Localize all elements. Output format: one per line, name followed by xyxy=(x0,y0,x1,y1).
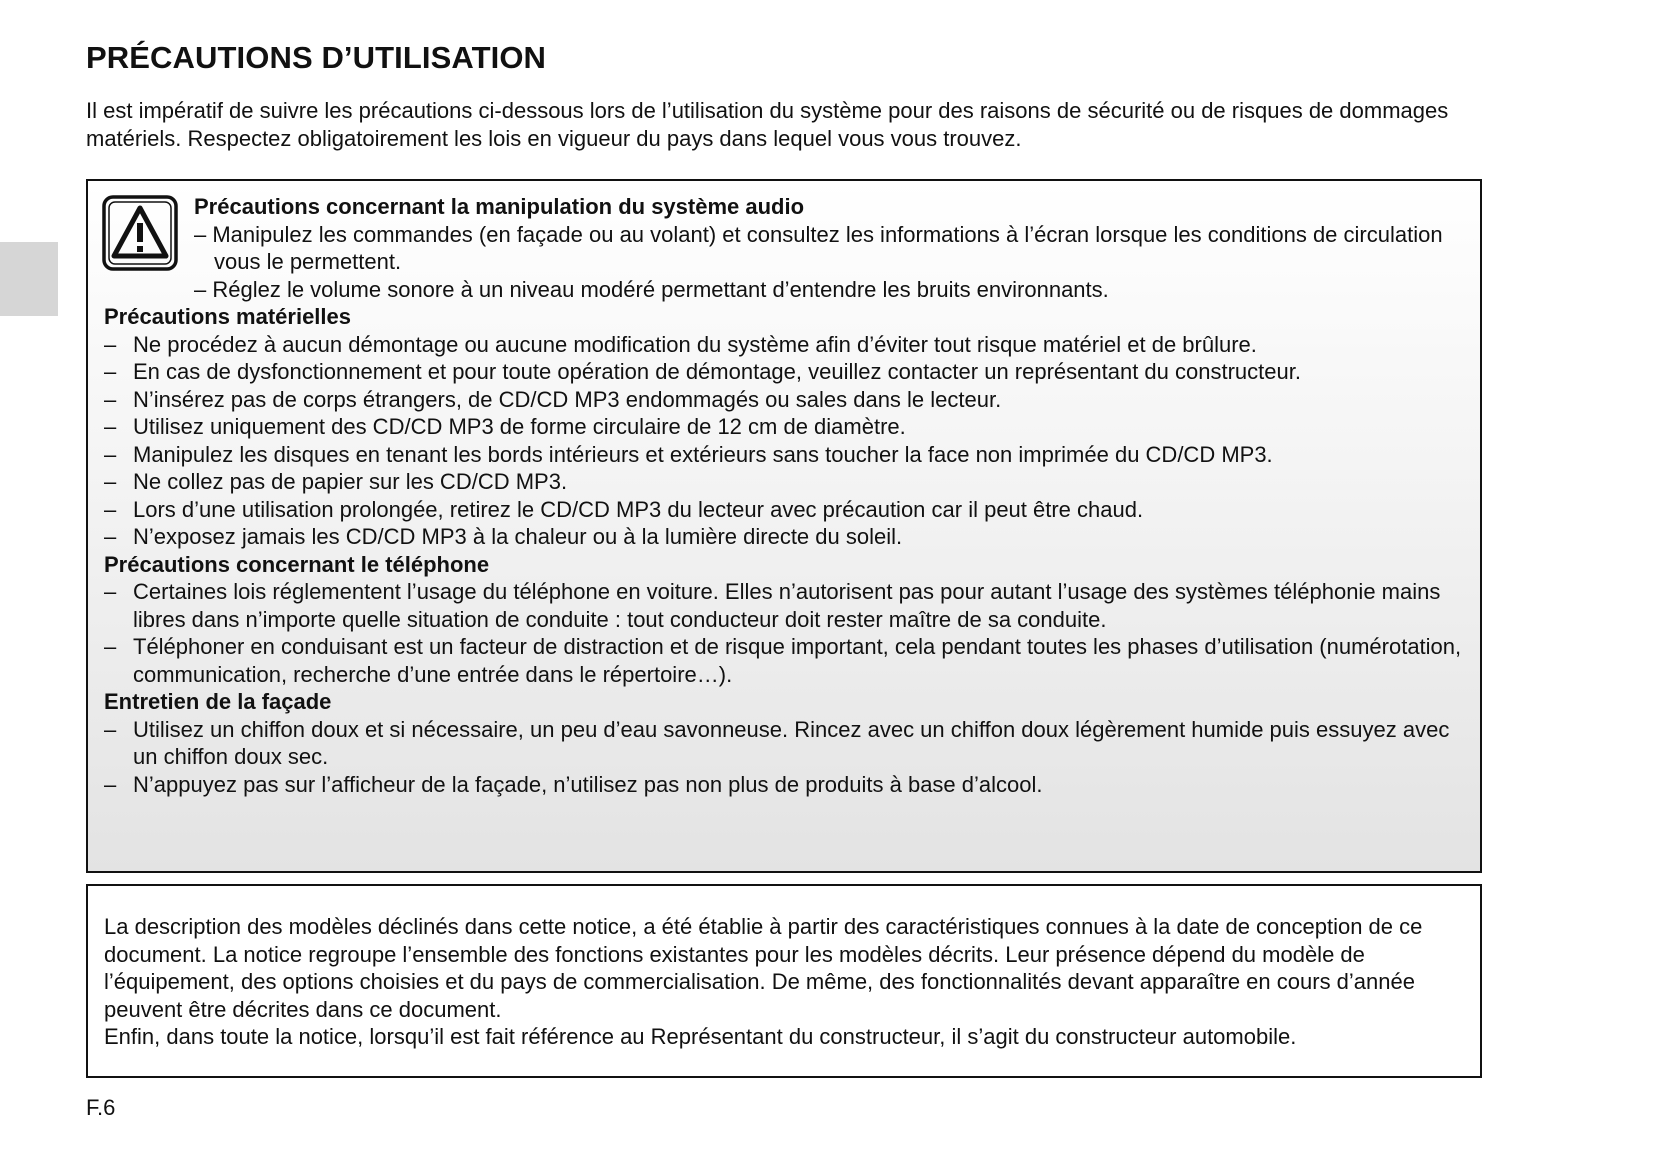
list-item-text: N’exposez jamais les CD/CD MP3 à la chaleur ou à la lumière directe du soleil. xyxy=(133,524,903,549)
list-item xyxy=(104,468,1464,496)
dash-marker: – xyxy=(104,441,117,467)
list-item xyxy=(104,578,1464,633)
materiel-section-title: Précautions matérielles xyxy=(104,304,352,329)
list-item xyxy=(104,441,1464,469)
list-item-text: Ne collez pas de papier sur les CD/CD MP3. xyxy=(133,469,568,494)
side-thumb-tab xyxy=(0,242,58,316)
notice-text xyxy=(104,913,1464,1051)
dash-marker: – xyxy=(104,716,117,742)
list-item xyxy=(104,358,1464,386)
list-item xyxy=(104,331,1464,359)
intro-paragraph: Il est impératif de suivre les précautions ci-dessous lors de l’utilisation du système pour des raisons de sécurité ou de risques de dommages matériels. Respectez obligatoirement les lois en vigueur du pays dans lequel vous vous trouvez. xyxy=(86,98,1449,151)
dash-marker: – xyxy=(104,579,117,604)
list-item-text: N’appuyez pas sur l’afficheur de la façade, n’utilisez pas non plus de produits à base d’alcool. xyxy=(133,771,1043,797)
notice-paragraph: Enfin, dans toute la notice, lorsqu’il est fait référence au Représentant du constructeur, il s’agit du constructeur automobile. xyxy=(104,1024,1297,1049)
list-item-text: Ne procédez à aucun démontage ou aucune modification du système afin d’éviter tout risque matériel et de brûlure. xyxy=(133,331,1257,357)
page-title: PRÉCAUTIONS D’UTILISATION xyxy=(86,40,547,75)
audio-section xyxy=(194,193,1464,303)
audio-item: – Manipulez les commandes (en façade ou au volant) et consultez les informations à l’écran lorsque les conditions de circulation vous le permettent. xyxy=(194,221,1443,274)
dash-marker: – xyxy=(104,359,117,384)
notice-paragraph: La description des modèles déclinés dans cette notice, a été établie à partir des caractéristiques connues à la date de conception de ce document. La notice regroupe l’ensemble des fonctions existantes pour les modèles décrits. Leur présence dépend du modèle de l’équipement, des options choisies et du pays de commercialisation. De même, des fonctionnalités devant apparaître en cours d’année peuvent être décrites dans ce document. xyxy=(104,914,1423,1022)
list-item-text: Téléphoner en conduisant est un facteur de distraction et de risque important, cela pendant toutes les phases d’utilisation (numérotation, communication, recherche d’une entrée dans le répertoire…). xyxy=(133,634,1462,687)
list-item xyxy=(104,523,1464,551)
precautions-box xyxy=(86,179,1482,873)
notice-box xyxy=(86,884,1482,1078)
dash-marker: – xyxy=(104,771,117,797)
dash-marker: – xyxy=(104,386,117,412)
list-item xyxy=(104,771,1464,799)
list-item-text: En cas de dysfonctionnement et pour toute opération de démontage, veuillez contacter un représentant du constructeur. xyxy=(133,359,1301,384)
list-item xyxy=(104,633,1464,688)
telephone-section-title: Précautions concernant le téléphone xyxy=(104,551,490,577)
dash-marker: – xyxy=(104,331,117,357)
list-item xyxy=(104,413,1464,441)
dash-marker: – xyxy=(104,524,117,549)
list-item-text: Utilisez uniquement des CD/CD MP3 de forme circulaire de 12 cm de diamètre. xyxy=(133,414,906,439)
audio-section-title: Précautions concernant la manipulation du système audio xyxy=(194,194,805,219)
dash-marker: – xyxy=(104,634,117,659)
list-item xyxy=(104,716,1464,771)
list-item-text: Lors d’une utilisation prolongée, retirez le CD/CD MP3 du lecteur avec précaution car il peut être chaud. xyxy=(133,496,1144,522)
dash-marker: – xyxy=(104,469,117,494)
list-item-text: Utilisez un chiffon doux et si nécessaire, un peu d’eau savonneuse. Rincez avec un chiffon doux légèrement humide puis essuyez avec un chiffon doux sec. xyxy=(133,716,1450,769)
entretien-section-title: Entretien de la façade xyxy=(104,689,332,714)
audio-item: – Réglez le volume sonore à un niveau modéré permettant d’entendre les bruits environnants. xyxy=(194,276,1109,302)
list-item xyxy=(104,496,1464,524)
list-item-text: N’insérez pas de corps étrangers, de CD/CD MP3 endommagés ou sales dans le lecteur. xyxy=(133,386,1002,412)
page-number: F.6 xyxy=(86,1095,116,1120)
list-item-text: Certaines lois réglementent l’usage du téléphone en voiture. Elles n’autorisent pas pour autant l’usage des systèmes téléphonie mains libres dans n’importe quelle situation de conduite : tout conducteur doit rester maître de sa conduite. xyxy=(133,579,1441,632)
precautions-content xyxy=(104,193,1464,798)
list-item xyxy=(104,386,1464,414)
dash-marker: – xyxy=(104,496,117,522)
dash-marker: – xyxy=(104,414,117,439)
list-item-text: Manipulez les disques en tenant les bords intérieurs et extérieurs sans toucher la face non imprimée du CD/CD MP3. xyxy=(133,441,1273,467)
